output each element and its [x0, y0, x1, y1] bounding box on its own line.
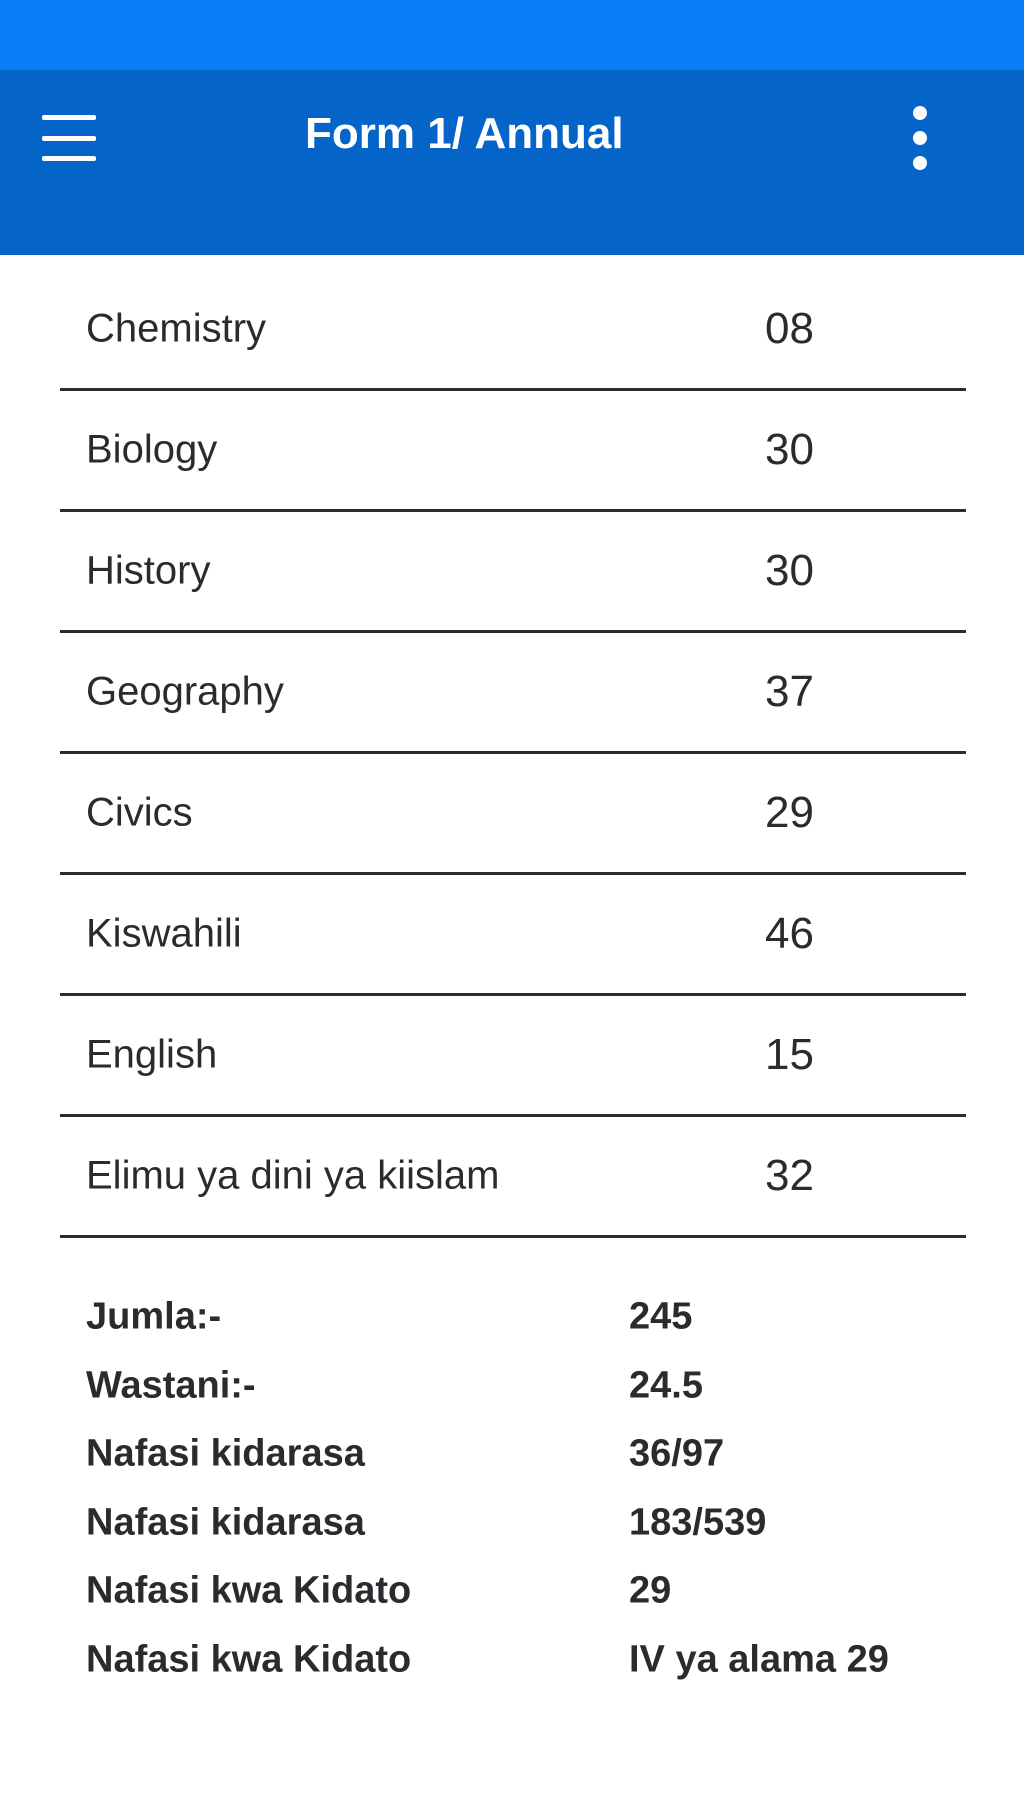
subject-name: Chemistry — [86, 306, 267, 351]
summary-row-total — [86, 1283, 966, 1352]
subject-score: 29 — [765, 788, 814, 837]
subject-name: Geography — [86, 669, 284, 714]
subject-row — [60, 391, 966, 512]
subject-row — [60, 270, 966, 391]
summary-row-class-position — [86, 1420, 966, 1489]
menu-line — [42, 156, 96, 161]
subject-row — [60, 996, 966, 1117]
subject-score: 30 — [765, 546, 814, 595]
summary-row-class-position — [86, 1489, 966, 1558]
summary-row-form-position — [86, 1557, 966, 1626]
summary-value: 183/539 — [629, 1501, 767, 1544]
menu-line — [42, 136, 96, 141]
results-summary — [86, 1283, 966, 1694]
subject-score: 32 — [765, 1151, 814, 1200]
subject-name: English — [86, 1032, 218, 1077]
status-bar — [0, 0, 1024, 70]
summary-label: Wastani:- — [86, 1364, 256, 1407]
subject-score: 30 — [765, 425, 814, 474]
subject-name: Civics — [86, 790, 193, 835]
subject-score: 46 — [765, 909, 814, 958]
subject-score: 37 — [765, 667, 814, 716]
subject-name: Kiswahili — [86, 911, 242, 956]
subject-row — [60, 1117, 966, 1238]
summary-row-form-position — [86, 1626, 966, 1695]
app-bar — [0, 70, 1024, 255]
summary-row-average — [86, 1352, 966, 1421]
subject-name: Biology — [86, 427, 218, 472]
summary-label: Nafasi kidarasa — [86, 1432, 365, 1475]
subject-row — [60, 754, 966, 875]
subject-score: 15 — [765, 1030, 814, 1079]
dot — [913, 156, 927, 170]
more-vertical-icon[interactable] — [905, 106, 935, 170]
subject-name: Elimu ya dini ya kiislam — [86, 1153, 500, 1198]
subject-row — [60, 633, 966, 754]
page-title: Form 1/ Annual — [305, 109, 624, 158]
summary-value: 29 — [629, 1569, 672, 1612]
summary-label: Nafasi kidarasa — [86, 1501, 365, 1544]
dot — [913, 106, 927, 120]
summary-value: 36/97 — [629, 1432, 725, 1475]
summary-value: IV ya alama 29 — [629, 1638, 889, 1681]
subject-row — [60, 512, 966, 633]
summary-label: Jumla:- — [86, 1295, 222, 1338]
dot — [913, 131, 927, 145]
summary-label: Nafasi kwa Kidato — [86, 1569, 412, 1612]
subject-score: 08 — [765, 304, 814, 353]
subject-row — [60, 875, 966, 996]
hamburger-menu-icon[interactable] — [42, 115, 98, 161]
menu-line — [42, 115, 96, 120]
summary-value: 24.5 — [629, 1364, 703, 1407]
subject-scores-list — [60, 270, 966, 1238]
summary-label: Nafasi kwa Kidato — [86, 1638, 412, 1681]
subject-name: History — [86, 548, 211, 593]
summary-value: 245 — [629, 1295, 693, 1338]
